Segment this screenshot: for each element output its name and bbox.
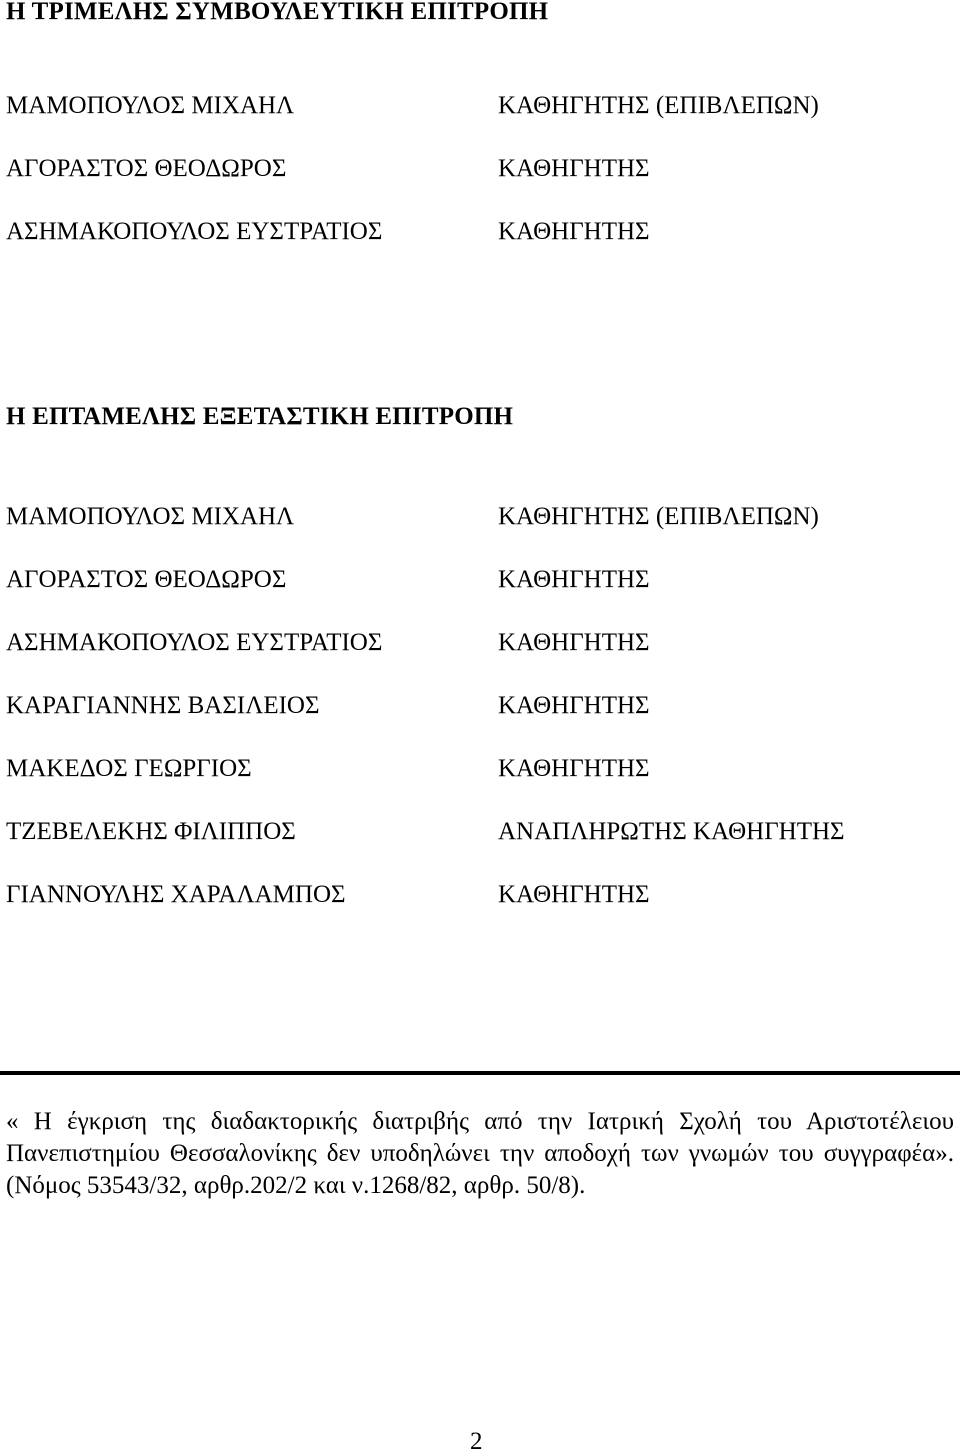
member-role: ΚΑΘΗΓΗΤΗΣ (ΕΠΙΒΛΕΠΩΝ) xyxy=(498,503,819,530)
member-role: ΚΑΘΗΓΗΤΗΣ xyxy=(498,566,650,593)
member-name: ΑΓΟΡΑΣΤΟΣ ΘΕΟΔΩΡΟΣ xyxy=(6,155,287,182)
examination-committee-title: Η ΕΠΤΑΜΕΛΗΣ ΕΞΕΤΑΣΤΙΚΗ ΕΠΙΤΡΟΠΗ xyxy=(6,403,514,430)
member-name: ΜΑΜΟΠΟΥΛΟΣ ΜΙΧΑΗΛ xyxy=(6,92,295,119)
examination-member-row xyxy=(6,755,956,789)
examination-member-row xyxy=(6,818,956,852)
member-role: ΚΑΘΗΓΗΤΗΣ xyxy=(498,218,650,245)
member-name: ΑΓΟΡΑΣΤΟΣ ΘΕΟΔΩΡΟΣ xyxy=(6,566,287,593)
examination-member-row xyxy=(6,692,956,726)
member-role: ΚΑΘΗΓΗΤΗΣ xyxy=(498,755,650,782)
member-name: ΓΙΑΝΝΟΥΛΗΣ ΧΑΡΑΛΑΜΠΟΣ xyxy=(6,881,346,908)
advisory-member-row xyxy=(6,155,956,189)
member-name: ΚΑΡΑΓΙΑΝΝΗΣ ΒΑΣΙΛΕΙΟΣ xyxy=(6,692,320,719)
examination-member-row xyxy=(6,503,956,537)
member-role: ΚΑΘΗΓΗΤΗΣ xyxy=(498,881,650,908)
advisory-committee-title: Η ΤΡΙΜΕΛΗΣ ΣΥΜΒΟΥΛΕΥΤΙΚΗ ΕΠΙΤΡΟΠΗ xyxy=(6,0,549,25)
examination-member-row xyxy=(6,881,956,915)
member-role: ΚΑΘΗΓΗΤΗΣ xyxy=(498,155,650,182)
advisory-member-row xyxy=(6,218,956,252)
examination-member-row xyxy=(6,566,956,600)
member-role: ΚΑΘΗΓΗΤΗΣ xyxy=(498,629,650,656)
advisory-member-row xyxy=(6,92,956,126)
page-number: 2 xyxy=(470,1428,483,1455)
member-name: ΑΣΗΜΑΚΟΠΟΥΛΟΣ ΕΥΣΤΡΑΤΙΟΣ xyxy=(6,629,383,656)
horizontal-divider xyxy=(0,1071,960,1075)
member-role: ΚΑΘΗΓΗΤΗΣ (ΕΠΙΒΛΕΠΩΝ) xyxy=(498,92,819,119)
examination-member-row xyxy=(6,629,956,663)
member-name: ΤΖΕΒΕΛΕΚΗΣ ΦΙΛΙΠΠΟΣ xyxy=(6,818,296,845)
member-role: ΑΝΑΠΛΗΡΩΤΗΣ ΚΑΘΗΓΗΤΗΣ xyxy=(498,818,845,845)
member-name: ΜΑΜΟΠΟΥΛΟΣ ΜΙΧΑΗΛ xyxy=(6,503,295,530)
member-name: ΜΑΚΕΔΟΣ ΓΕΩΡΓΙΟΣ xyxy=(6,755,252,782)
disclaimer-paragraph: « Η έγκριση της διαδακτορικής διατριβής από την Ιατρική Σχολή του Αριστοτέλειου Πανεπιστημίου Θεσσαλονίκης δεν υποδηλώνει την αποδοχή των γνωμών του συγγραφέα». (Νόμος 53543/32, αρθρ.202/2 και ν.1268/82, αρθρ. 50/8). xyxy=(6,1108,954,1199)
member-role: ΚΑΘΗΓΗΤΗΣ xyxy=(498,692,650,719)
member-name: ΑΣΗΜΑΚΟΠΟΥΛΟΣ ΕΥΣΤΡΑΤΙΟΣ xyxy=(6,218,383,245)
